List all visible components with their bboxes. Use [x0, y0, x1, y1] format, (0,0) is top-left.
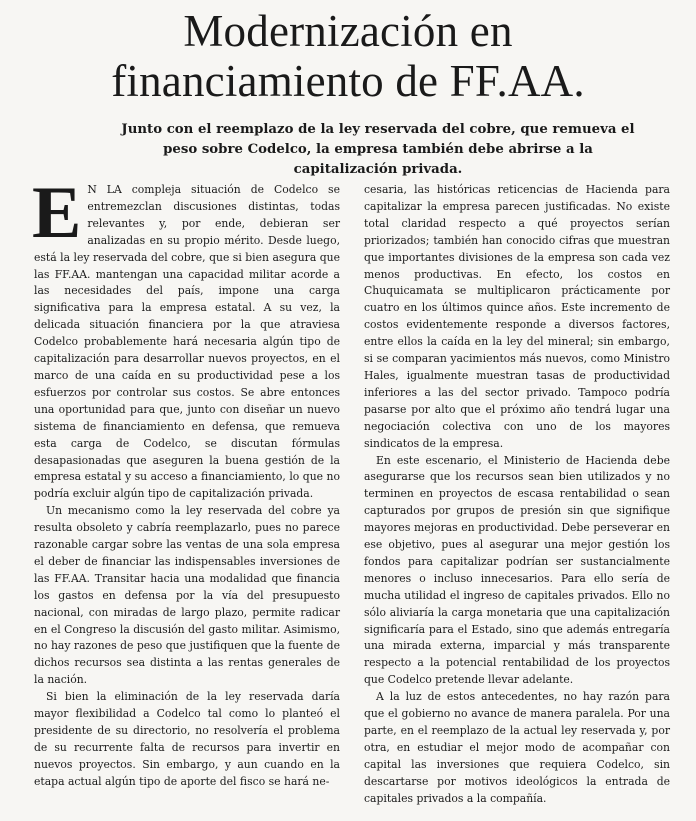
paragraph: cesaria, las históricas reticencias de Hacienda para capitalizar la empresa parecen justificadas. No existe total claridad respecto a qué proyectos serían priorizados; también han conocido cifras que muestran que importantes divisiones de la empresa son cada vez menos productivas. En efecto, los costos en Chuquicamata se multiplicaron prácticamente por cuatro en los últimos quince años. Este incremento de costos evidentemente responde a diversos factores, entre ellos la caída en la ley del mineral; sin embargo, si se comparan yacimientos más nuevos, como Ministro Hales, igualmente muestran tasas de productividad inferiores a las del sector privado. Tampoco podría pasarse por alto que el próximo año tendrá lugar una negociación colectiva con uno de los mayores sindicatos de la empresa.: [364, 183, 670, 450]
article-body: [32, 172, 670, 805]
deck-subtitle: Junto con el reemplazo de la ley reservada del cobre, que remueva el peso sobre Codelco, la empresa también debe abrirse a la capitalización privada.: [121, 122, 635, 177]
paragraph: A la luz de estos antecedentes, no hay razón para que el gobierno no avance de manera paralela. Por una parte, en el reemplazo de la actual ley reservada y, por otra, en estudiar el mejor modo de acompañar con capital las inversiones que requiera Codelco, sin descartarse por motivos ideológicos la entrada de capitales privados a la compañía.: [364, 690, 670, 805]
headline-line-2: financiamiento de FF.AA.: [111, 56, 585, 106]
drop-cap: E: [32, 172, 82, 254]
paragraph-text: N LA compleja situación de Codelco se entremezclan discusiones distintas, todas relevantes y, por ende, debieran ser analizadas en su propio mérito. Desde luego, está la ley reservada del cobre, que si bien asegura que las FF.AA. mantengan una capacidad militar acorde a las necesidades del país, impone una carga significativa para la empresa estatal. A su vez, la delicada situación financiera por la que atraviesa Codelco probablemente hará necesaria algún tipo de capitalización para desarrollar nuevos proyectos, en el marco de una caída en su productividad pese a los esfuerzos por controlar sus costos. Se abre entonces una oportunidad para que, junto con diseñar un nuevo sistema de financiamiento en defensa, que remueva esta carga de Codelco, se discutan fórmulas desapasionadas que aseguren la buena gestión de la empresa estatal y su acceso a financiamiento, lo que no podría excluir algún tipo de capitalización privada.: [34, 183, 340, 501]
headline: [0, 6, 696, 106]
headline-line-1: Modernización en: [183, 6, 513, 56]
column-right: [364, 182, 670, 805]
paragraph: Si bien la eliminación de la ley reservada daría mayor flexibilidad a Codelco tal como lo planteó el presidente de su directorio, no resolvería el problema de su recurrente falta de recursos para invertir en nuevos proyectos. Sin embargo, y aun cuando en la etapa actual algún tipo de aporte del fisco se hará ne-: [34, 690, 340, 788]
paragraph: En este escenario, el Ministerio de Hacienda debe asegurarse que los recursos sean bien utilizados y no terminen en proyectos de escasa rentabilidad o sean capturados por grupos de presión sin que signifique mayores mejoras en productividad. Debe perseverar en ese objetivo, pues al asegurar una mejor gestión los fondos para capitalizar podrían ser sustancialmente menores o incluso innecesarios. Para ello sería de mucha utilidad el ingreso de capitales privados. Ello no sólo aliviaría la carga monetaria que una capitalización significaría para el Estado, sino que además entregaría una mirada externa, imparcial y más transparente respecto a la potencial rentabilidad de los proyectos que Codelco pretende llevar adelante.: [364, 453, 670, 687]
paragraph: [32, 172, 340, 503]
column-left: [32, 172, 340, 802]
paragraph: Un mecanismo como la ley reservada del cobre ya resulta obsoleto y cabría reemplazarlo, pues no parece razonable cargar sobre las ventas de una sola empresa el deber de financiar las indispensables inversiones de las FF.AA. Transitar hacia una modalidad que financia los gastos en defensa por la vía del presupuesto nacional, con miradas de largo plazo, permite radicar en el Congreso la discusión del gasto militar. Asimismo, no hay razones de peso que justifiquen que la fuente de dichos recursos sea distinta a las rentas generales de la nación.: [34, 504, 340, 687]
